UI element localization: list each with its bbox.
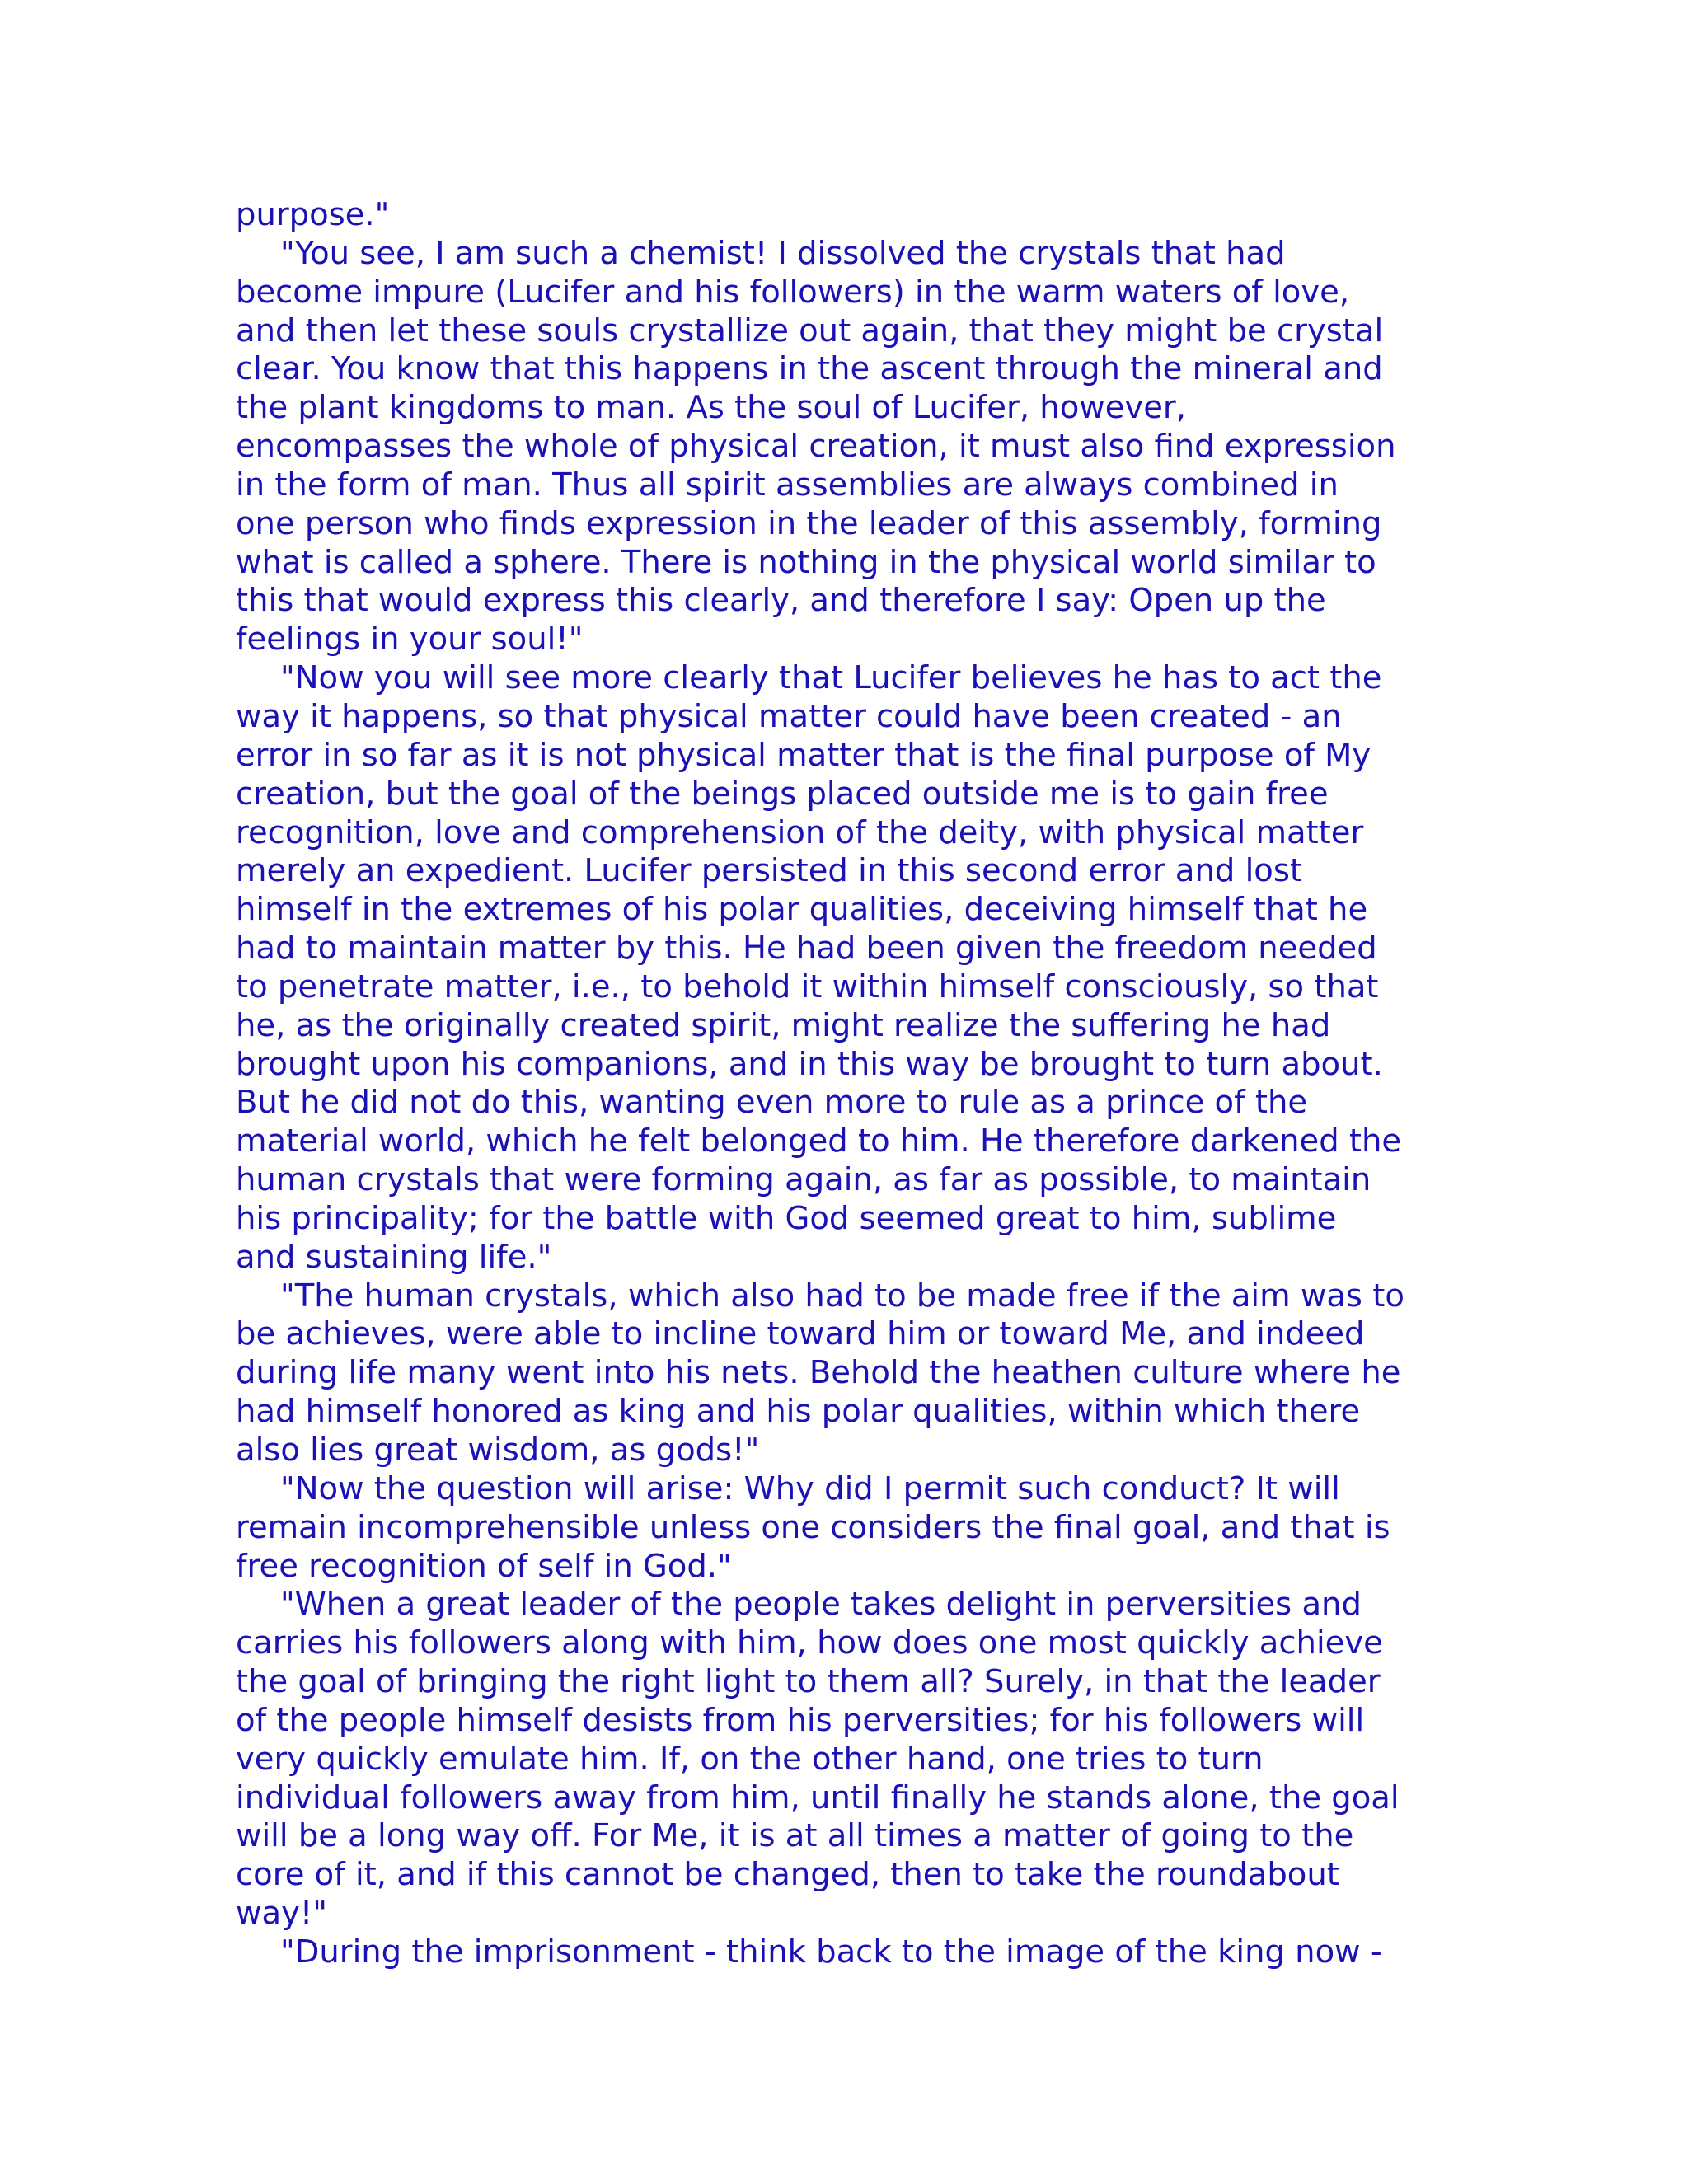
text-line: had himself honored as king and his polar qualities, within which there xyxy=(236,1393,1361,1431)
text-line: "You see, I am such a chemist! I dissolved the crystals that had xyxy=(280,234,1286,272)
text-line: one person who finds expression in the leader of this assembly, forming xyxy=(236,504,1382,542)
text-line: and then let these souls crystallize out again, that they might be crystal xyxy=(236,312,1384,349)
text-line: be achieves, were able to incline toward him or toward Me, and indeed xyxy=(236,1315,1365,1353)
text-line: his principality; for the battle with God seemed great to him, sublime xyxy=(236,1199,1337,1237)
text-line: "Now you will see more clearly that Lucifer believes he has to act the xyxy=(280,659,1382,697)
text-line: what is called a sphere. There is nothing in the physical world similar to xyxy=(236,543,1376,581)
text-line: will be a long way off. For Me, it is at all times a matter of going to the xyxy=(236,1817,1354,1855)
text-line: way it happens, so that physical matter could have been created - an xyxy=(236,697,1342,735)
text-line: "During the imprisonment - think back to the image of the king now - xyxy=(280,1933,1382,1971)
text-line: during life many went into his nets. Behold the heathen culture where he xyxy=(236,1354,1401,1392)
text-line: very quickly emulate him. If, on the other hand, one tries to turn xyxy=(236,1740,1264,1778)
text-line: creation, but the goal of the beings placed outside me is to gain free xyxy=(236,775,1329,813)
text-line: But he did not do this, wanting even more to rule as a prince of the xyxy=(236,1084,1308,1122)
text-line: to penetrate matter, i.e., to behold it within himself consciously, so that xyxy=(236,968,1379,1005)
text-line: feelings in your soul!" xyxy=(236,621,584,658)
text-line: free recognition of self in God." xyxy=(236,1547,732,1585)
text-line: material world, which he felt belonged to him. He therefore darkened the xyxy=(236,1122,1402,1160)
text-line: he, as the originally created spirit, might realize the suffering he had xyxy=(236,1006,1331,1044)
text-line: purpose." xyxy=(236,196,390,233)
text-line: merely an expedient. Lucifer persisted in this second error and lost xyxy=(236,852,1302,890)
text-line: individual followers away from him, until finally he stands alone, the goal xyxy=(236,1779,1400,1816)
text-line: clear. You know that this happens in the ascent through the mineral and xyxy=(236,350,1383,388)
text-line: carries his followers along with him, how does one most quickly achieve xyxy=(236,1624,1383,1662)
text-line: error in so far as it is not physical matter that is the final purpose of My xyxy=(236,736,1372,774)
text-line: brought upon his companions, and in this way be brought to turn about. xyxy=(236,1045,1383,1083)
text-line: become impure (Lucifer and his followers) in the warm waters of love, xyxy=(236,273,1350,311)
text-line: of the people himself desists from his perversities; for his followers will xyxy=(236,1701,1365,1739)
text-line: encompasses the whole of physical creation, it must also find expression xyxy=(236,428,1396,466)
text-line: core of it, and if this cannot be changed, then to take the roundabout xyxy=(236,1856,1339,1894)
text-line: "Now the question will arise: Why did I permit such conduct? It will xyxy=(280,1469,1340,1507)
text-line: had to maintain matter by this. He had been given the freedom needed xyxy=(236,930,1377,968)
text-line: himself in the extremes of his polar qualities, deceiving himself that he xyxy=(236,891,1368,929)
text-line: and sustaining life." xyxy=(236,1238,552,1276)
text-line: remain incomprehensible unless one considers the final goal, and that is xyxy=(236,1508,1390,1546)
text-line: way!" xyxy=(236,1895,328,1933)
text-line: recognition, love and comprehension of the deity, with physical matter xyxy=(236,813,1364,851)
text-line: the plant kingdoms to man. As the soul of Lucifer, however, xyxy=(236,389,1186,427)
text-line: "The human crystals, which also had to be made free if the aim was to xyxy=(280,1277,1404,1315)
text-line: in the form of man. Thus all spirit assemblies are always combined in xyxy=(236,466,1339,504)
text-line: the goal of bringing the right light to them all? Surely, in that the leader xyxy=(236,1663,1381,1701)
text-line: human crystals that were forming again, as far as possible, to maintain xyxy=(236,1161,1372,1199)
body-text xyxy=(236,196,1472,1972)
text-line: also lies great wisdom, as gods!" xyxy=(236,1432,760,1469)
text-line: "When a great leader of the people takes delight in perversities and xyxy=(280,1586,1362,1624)
text-line: this that would express this clearly, and therefore I say: Open up the xyxy=(236,582,1326,620)
